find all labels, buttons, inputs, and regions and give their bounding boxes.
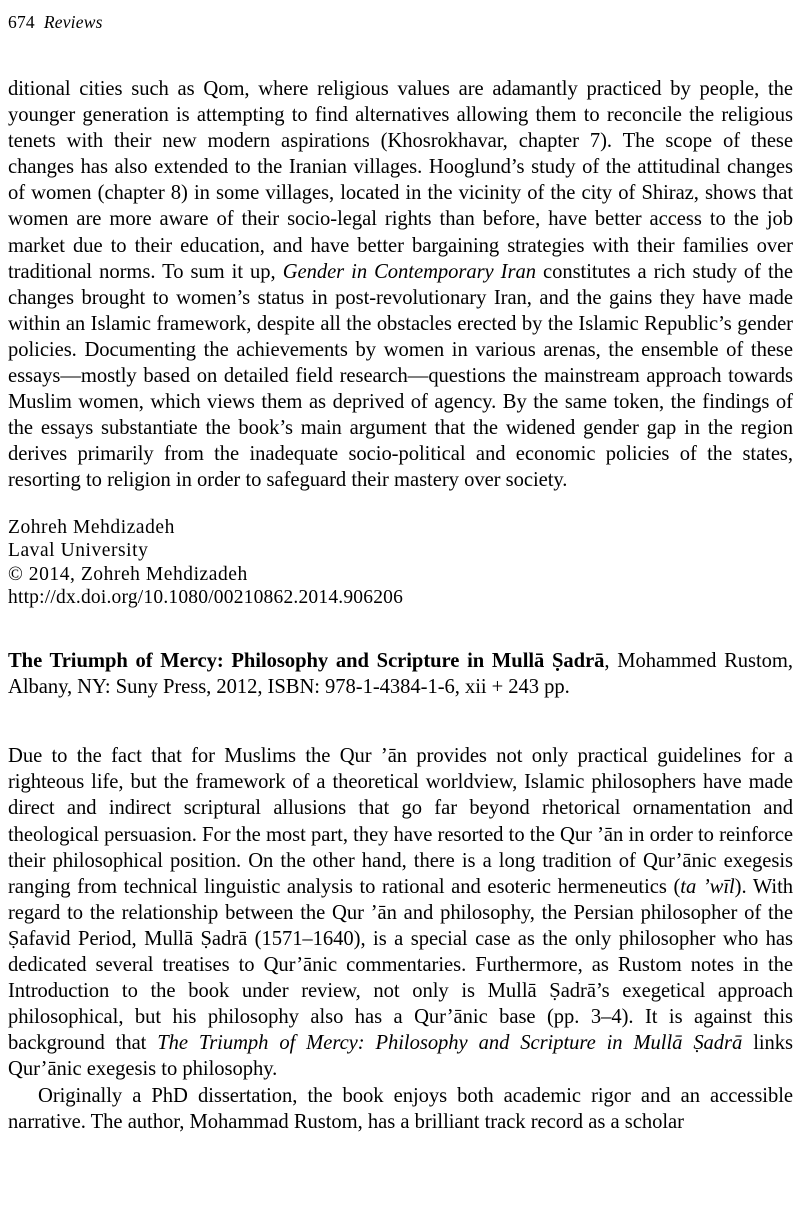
running-head-section: Reviews bbox=[43, 12, 103, 32]
book-title: The Triumph of Mercy: Philosophy and Scripture in Mullā Ṣadrā bbox=[8, 649, 605, 672]
doi-link[interactable]: http://dx.doi.org/10.1080/00210862.2014.906206 bbox=[8, 587, 404, 609]
italic-run: The Triumph of Mercy: Philosophy and Scripture in Mullā Ṣadrā bbox=[157, 1032, 743, 1055]
reviewer-name: Zohreh Mehdizadeh bbox=[8, 516, 175, 538]
text-run: Due to the fact that for Muslims the Qur ’ān provides not only practical guidelines for a righteous life, but the framework of a theoretical worldview, Islamic philosophers have made direct and indirect scriptural allusions that go far beyond rhetorical ornamentation and theological persuasion. For the most part, they have resorted to the Qur ’ān in order to reinforce their philosophical position. On the other hand, there is a long tradition of Qur’ānic exegesis ranging from technical linguistic analysis to rational and esoteric hermeneutics ( bbox=[8, 745, 793, 898]
copyright-line: © 2014, Zohreh Mehdizadeh bbox=[8, 563, 248, 585]
text-column bbox=[8, 76, 793, 1135]
reviewer-affiliation: Laval University bbox=[8, 540, 149, 562]
book-imprint: , Mohammed Rustom, Albany, NY: Suny Press, 2012, ISBN: 978-1-4384-1-6, xii + 243 pp. bbox=[8, 649, 793, 699]
text-run: Originally a PhD dissertation, the book enjoys both academic rigor and an accessible narrative. The author, Mohammad Rustom, has a brilliant track record as a scholar bbox=[8, 1084, 793, 1133]
paragraph-continued bbox=[8, 76, 793, 494]
running-head bbox=[8, 12, 103, 32]
review-paragraph-2 bbox=[8, 1083, 793, 1135]
text-run: constitutes a rich study of the changes brought to women’s status in post-revolutionary Iran, and the gains they have made within an Islamic framework, despite all the obstacles erected by the Islamic Republic’s gender policies. Documenting the achievements by women in various arenas, the ensemble of these essays—mostly based on detailed field research—questions the mainstream approach towards Muslim women, which views them as deprived of agency. By the same token, the findings of the essays substantiate the book’s main argument that the widened gender gap in the region derives primarily from the inadequate socio-political and economic policies of the states, resorting to religion in order to safeguard their mastery over society. bbox=[8, 260, 794, 492]
text-run: links Qur’ānic exegesis to philosophy. bbox=[8, 1032, 794, 1081]
reviewer-colophon bbox=[8, 516, 793, 610]
text-run: ). With regard to the relationship between the Qur ’ān and philosophy, the Persian philosopher of the Ṣafavid Period, Mullā Ṣadrā (1571–1640), is a special case as the only philosopher who has dedicated several treatises to Qur’ānic commentaries. Furthermore, as Rustom notes in the Introduction to the book under review, not only is Mullā Ṣadrā’s exegetical approach philosophical, but his philosophy also has a Qur’ānic base (pp. 3–4). It is against this background that bbox=[8, 875, 793, 1055]
review-paragraph-1 bbox=[8, 743, 793, 1082]
review-book-heading bbox=[8, 648, 793, 701]
page-number: 674 bbox=[8, 12, 35, 32]
heading-spacer bbox=[8, 721, 793, 743]
italic-run: Gender in Contemporary Iran bbox=[282, 260, 536, 283]
text-run: ditional cities such as Qom, where religious values are adamantly practiced by people, the younger generation is attempting to find alternatives allowing them to reconcile the religious tenets with their new modern aspirations (Khosrokhavar, chapter 7). The scope of these changes has also extended to the Iranian villages. Hooglund’s study of the attitudinal changes of women (chapter 8) in some villages, located in the vicinity of the city of Shiraz, shows that women are more aware of their socio-legal rights than before, have better access to the job market due to their education, and have better bargaining strategies with their families over traditional norms. To sum it up, bbox=[8, 78, 793, 283]
italic-run: ta ’wīl bbox=[680, 875, 735, 898]
